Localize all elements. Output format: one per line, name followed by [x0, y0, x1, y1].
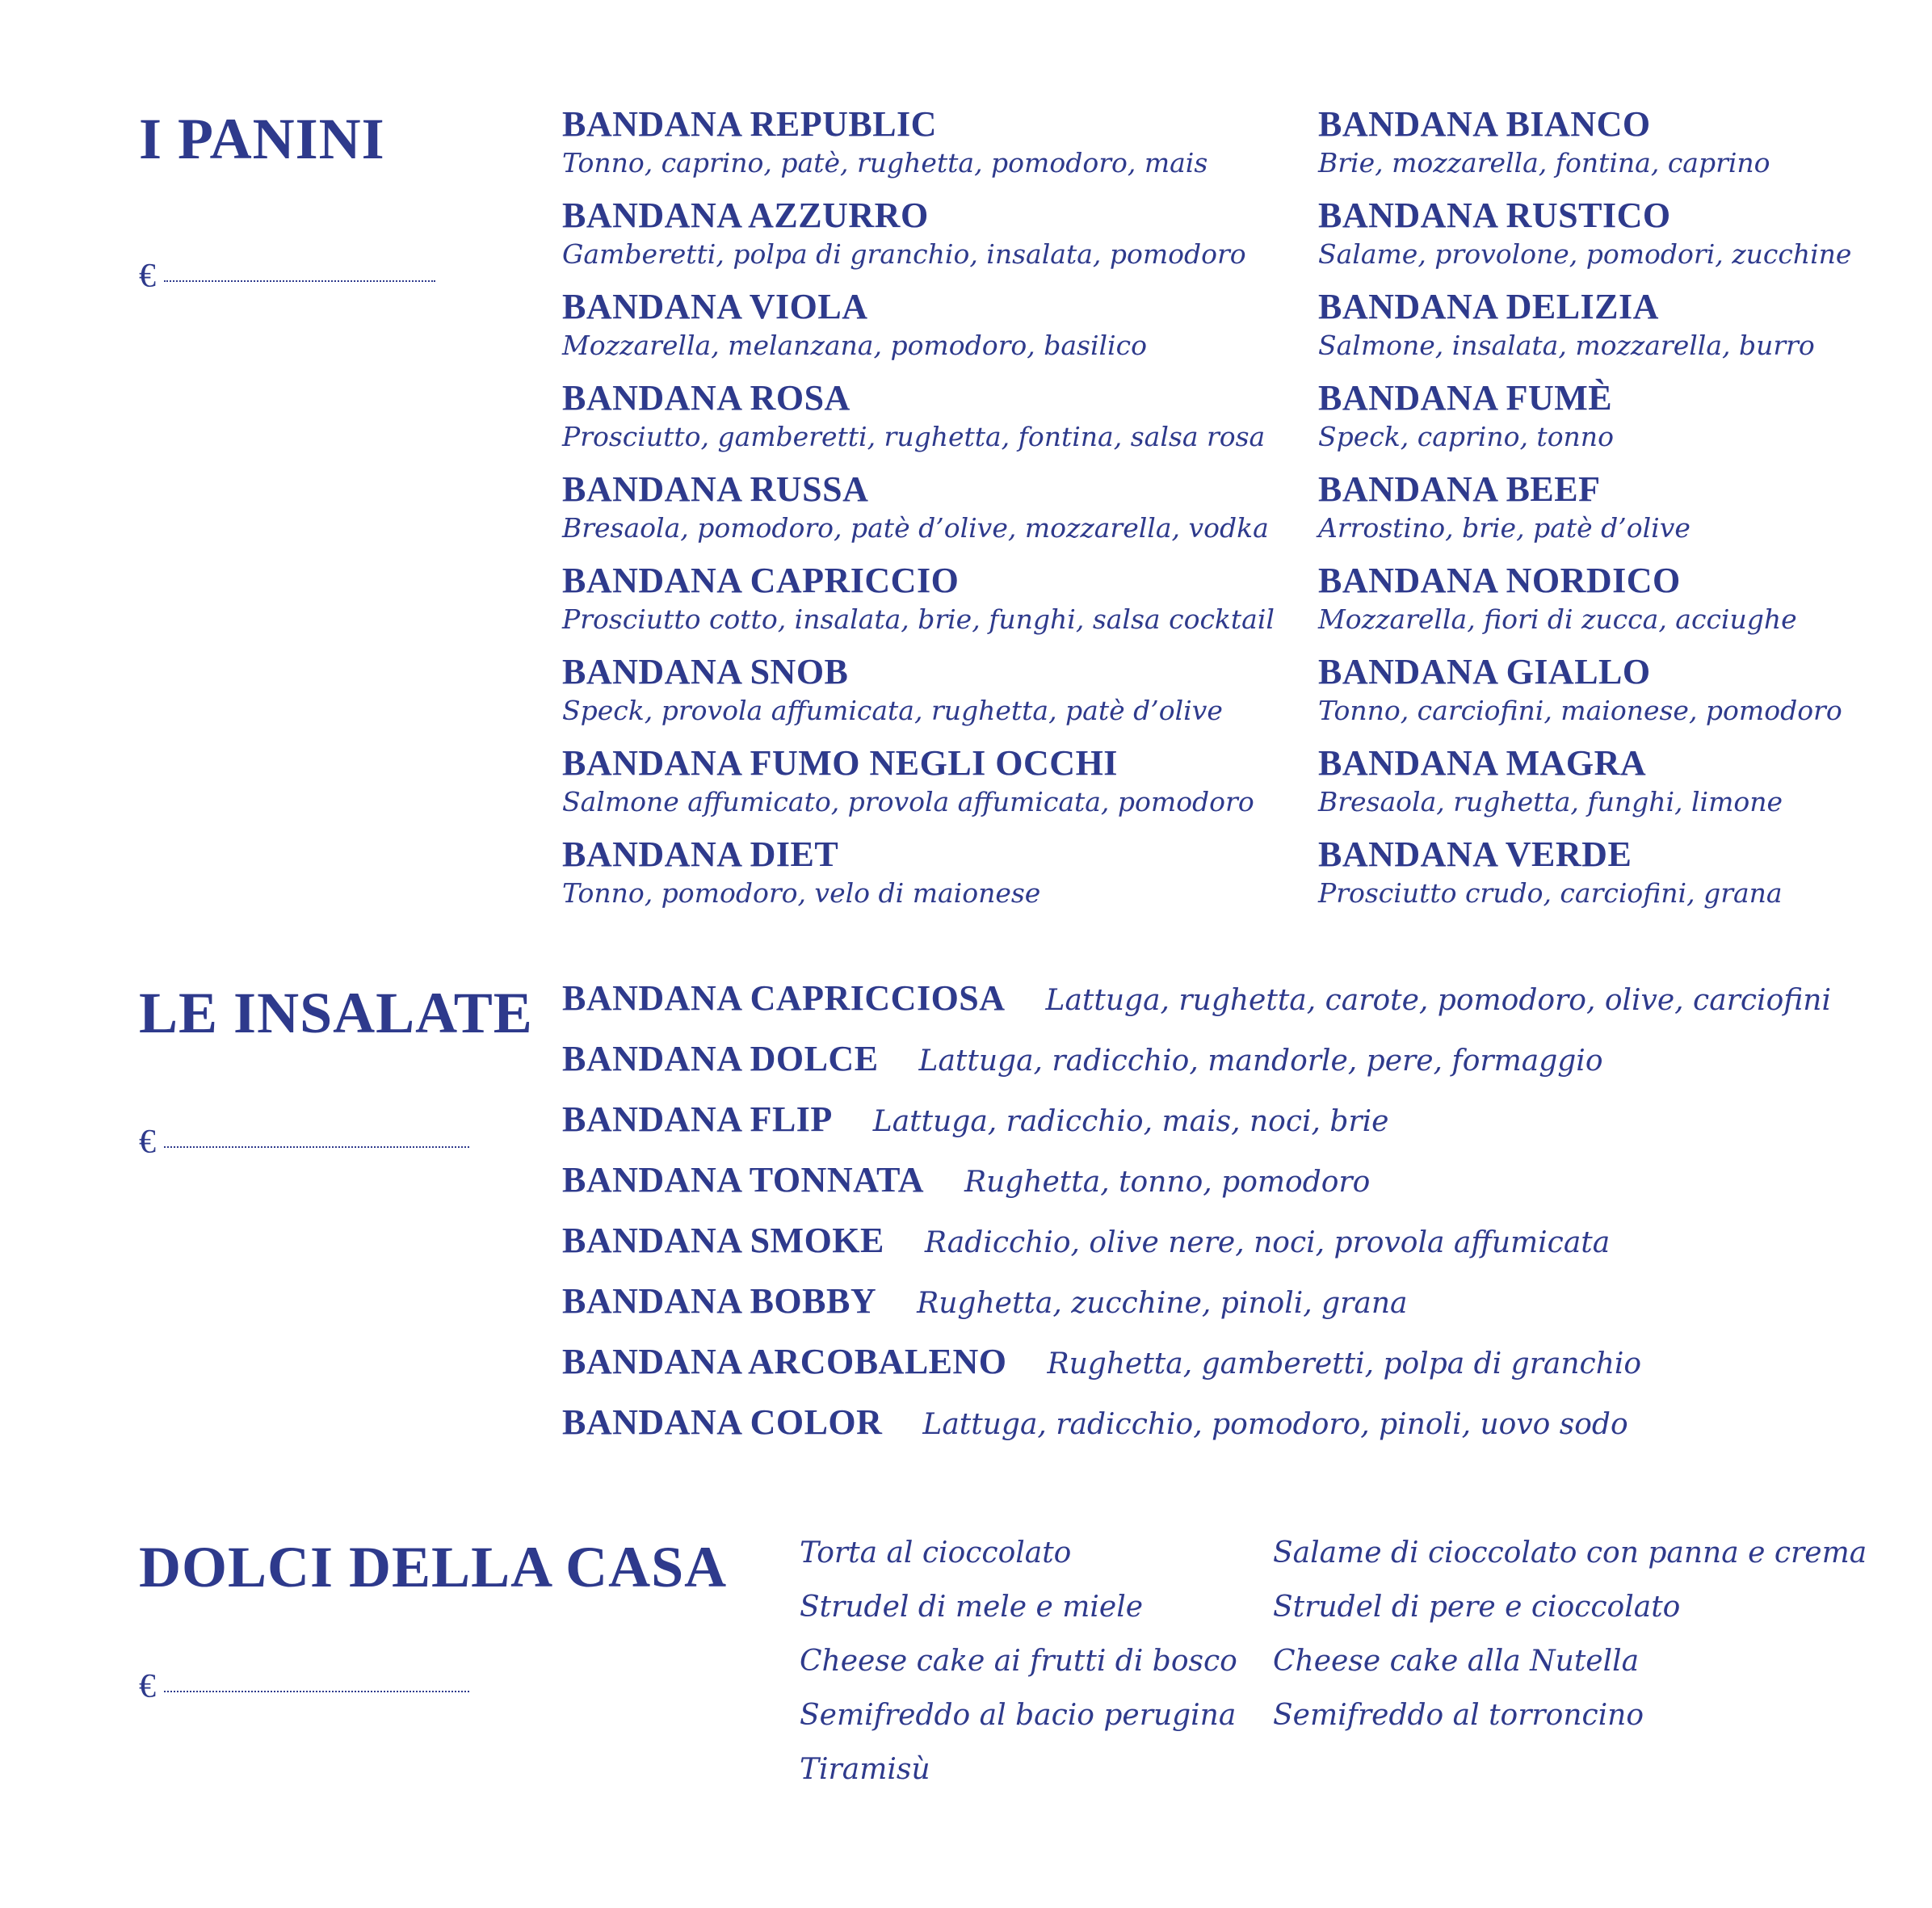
item-description: Brie, mozzarella, fontina, caprino: [1318, 146, 1770, 179]
dessert-item: Tiramisù: [800, 1753, 930, 1786]
menu-item: [1318, 742, 1819, 834]
menu-item: [1318, 377, 1819, 469]
item-name: BANDANA VERDE: [1318, 834, 1632, 874]
menu-item: [562, 469, 1269, 560]
item-name: BANDANA MAGRA: [1318, 743, 1647, 783]
item-name: BANDANA SMOKE: [562, 1221, 884, 1260]
item-description: Prosciutto cotto, insalata, brie, funghi, salsa cocktail: [562, 603, 1275, 635]
item-description: Radicchio, olive nere, noci, provola affumicata: [924, 1226, 1611, 1259]
item-name: BANDANA FLIP: [562, 1099, 833, 1139]
item-name: BANDANA CAPRICCIOSA: [562, 978, 1006, 1018]
menu-item: [562, 1402, 1831, 1462]
menu-item: [562, 1341, 1831, 1402]
item-name: BANDANA BEEF: [1318, 469, 1601, 509]
dessert-item: Cheese cake alla Nutella: [1273, 1645, 1640, 1678]
menu-item: [562, 377, 1266, 469]
item-description: Lattuga, radicchio, mandorle, pere, formaggio: [918, 1044, 1603, 1078]
price-dotted-line: [164, 279, 435, 282]
item-name: BANDANA FUMÈ: [1318, 378, 1613, 418]
item-name: BANDANA ROSA: [562, 378, 850, 418]
menu-item: [562, 1099, 1831, 1159]
insalate-list: [562, 977, 1831, 1462]
item-name: BANDANA CAPRICCIO: [562, 561, 960, 600]
item-name: BANDANA GIALLO: [1318, 652, 1651, 691]
insalate-title: LE INSALATE: [139, 981, 533, 1045]
menu-item: [562, 834, 1063, 925]
euro-symbol: €: [139, 1124, 156, 1161]
dessert-item: Semifreddo al torroncino: [1273, 1699, 1644, 1732]
price-dotted-line: [164, 1690, 469, 1692]
dolci-price-field: [139, 1667, 469, 1706]
panini-price-field: [139, 257, 435, 296]
panini-title: I PANINI: [139, 107, 385, 171]
dessert-item: Semifreddo al bacio perugina: [800, 1699, 1237, 1732]
menu-item: [562, 560, 1275, 651]
item-name: BANDANA TONNATA: [562, 1160, 924, 1200]
item-description: Mozzarella, fiori di zucca, acciughe: [1318, 603, 1797, 635]
panini-right-column: [1318, 103, 1852, 925]
menu-item: [562, 977, 1831, 1038]
dessert-item: Torta al cioccolato: [800, 1536, 1072, 1570]
item-name: BANDANA BIANCO: [1318, 104, 1651, 144]
menu-item: [1318, 286, 1819, 377]
item-name: BANDANA RUSSA: [562, 469, 869, 509]
item-description: Prosciutto, gamberetti, rughetta, fontina, salsa rosa: [562, 420, 1266, 452]
menu-item: [1318, 103, 1819, 195]
menu-item: [562, 1159, 1831, 1220]
item-name: BANDANA AZZURRO: [562, 195, 929, 235]
item-name: BANDANA NORDICO: [1318, 561, 1681, 600]
menu-item: [562, 1038, 1831, 1099]
item-description: Rughetta, gamberetti, polpa di granchio: [1047, 1347, 1642, 1381]
dessert-item: Salame di cioccolato con panna e crema: [1273, 1536, 1867, 1570]
menu-item: [1318, 195, 1852, 286]
item-description: Tonno, caprino, patè, rughetta, pomodoro, mais: [562, 146, 1208, 179]
item-description: Speck, caprino, tonno: [1318, 420, 1614, 452]
item-description: Tonno, carciofini, maionese, pomodoro: [1318, 694, 1842, 726]
menu-item: [562, 103, 1208, 195]
menu-item: [562, 286, 1147, 377]
item-description: Salame, provolone, pomodori, zucchine: [1318, 237, 1852, 270]
insalate-price-field: [139, 1123, 469, 1162]
item-name: BANDANA DELIZIA: [1318, 287, 1659, 326]
menu-item: [562, 1280, 1831, 1341]
item-description: Salmone, insalata, mozzarella, burro: [1318, 329, 1815, 361]
item-name: BANDANA DIET: [562, 834, 839, 874]
panini-left-column: [562, 103, 1275, 925]
menu-item: [1318, 834, 1819, 925]
item-name: BANDANA COLOR: [562, 1402, 883, 1442]
item-description: Bresaola, rughetta, funghi, limone: [1318, 785, 1783, 817]
dessert-item: Cheese cake ai frutti di bosco: [800, 1645, 1237, 1678]
dessert-item: Strudel di mele e miele: [800, 1591, 1144, 1624]
item-name: BANDANA BOBBY: [562, 1281, 877, 1321]
item-name: BANDANA FUMO NEGLI OCCHI: [562, 743, 1118, 783]
item-name: BANDANA DOLCE: [562, 1039, 879, 1078]
menu-item: [562, 742, 1254, 834]
item-name: BANDANA VIOLA: [562, 287, 868, 326]
item-description: Rughetta, tonno, pomodoro: [964, 1166, 1371, 1199]
dessert-item: Strudel di pere e cioccolato: [1273, 1591, 1681, 1624]
menu-item: [1318, 560, 1819, 651]
item-description: Lattuga, radicchio, mais, noci, brie: [872, 1105, 1389, 1138]
item-description: Speck, provola affumicata, rughetta, patè d’olive: [562, 694, 1223, 726]
menu-item: [1318, 469, 1819, 560]
item-description: Mozzarella, melanzana, pomodoro, basilico: [562, 329, 1147, 361]
dolci-title: DOLCI DELLA CASA: [139, 1535, 728, 1599]
menu-item: [562, 651, 1223, 742]
item-description: Rughetta, zucchine, pinoli, grana: [917, 1287, 1408, 1320]
dolci-left-column: [800, 1536, 1237, 1807]
item-name: BANDANA SNOB: [562, 652, 849, 691]
item-description: Lattuga, radicchio, pomodoro, pinoli, uovo sodo: [922, 1408, 1628, 1441]
euro-symbol: €: [139, 258, 156, 295]
item-name: BANDANA RUSTICO: [1318, 195, 1671, 235]
item-description: Arrostino, brie, patè d’olive: [1318, 511, 1690, 544]
item-description: Gamberetti, polpa di granchio, insalata, pomodoro: [562, 237, 1246, 270]
item-description: Prosciutto crudo, carciofini, grana: [1318, 876, 1783, 909]
euro-symbol: €: [139, 1668, 156, 1705]
item-description: Salmone affumicato, provola affumicata, pomodoro: [562, 785, 1254, 817]
item-name: BANDANA ARCOBALENO: [562, 1342, 1007, 1381]
item-description: Bresaola, pomodoro, patè d’olive, mozzarella, vodka: [562, 511, 1269, 544]
dolci-right-column: [1273, 1536, 1867, 1753]
menu-item: [562, 195, 1246, 286]
item-name: BANDANA REPUBLIC: [562, 104, 937, 144]
price-dotted-line: [164, 1145, 469, 1148]
menu-item: [562, 1220, 1831, 1280]
item-description: Tonno, pomodoro, velo di maionese: [562, 876, 1041, 909]
item-description: Lattuga, rughetta, carote, pomodoro, olive, carciofini: [1045, 984, 1831, 1017]
menu-item: [1318, 651, 1842, 742]
